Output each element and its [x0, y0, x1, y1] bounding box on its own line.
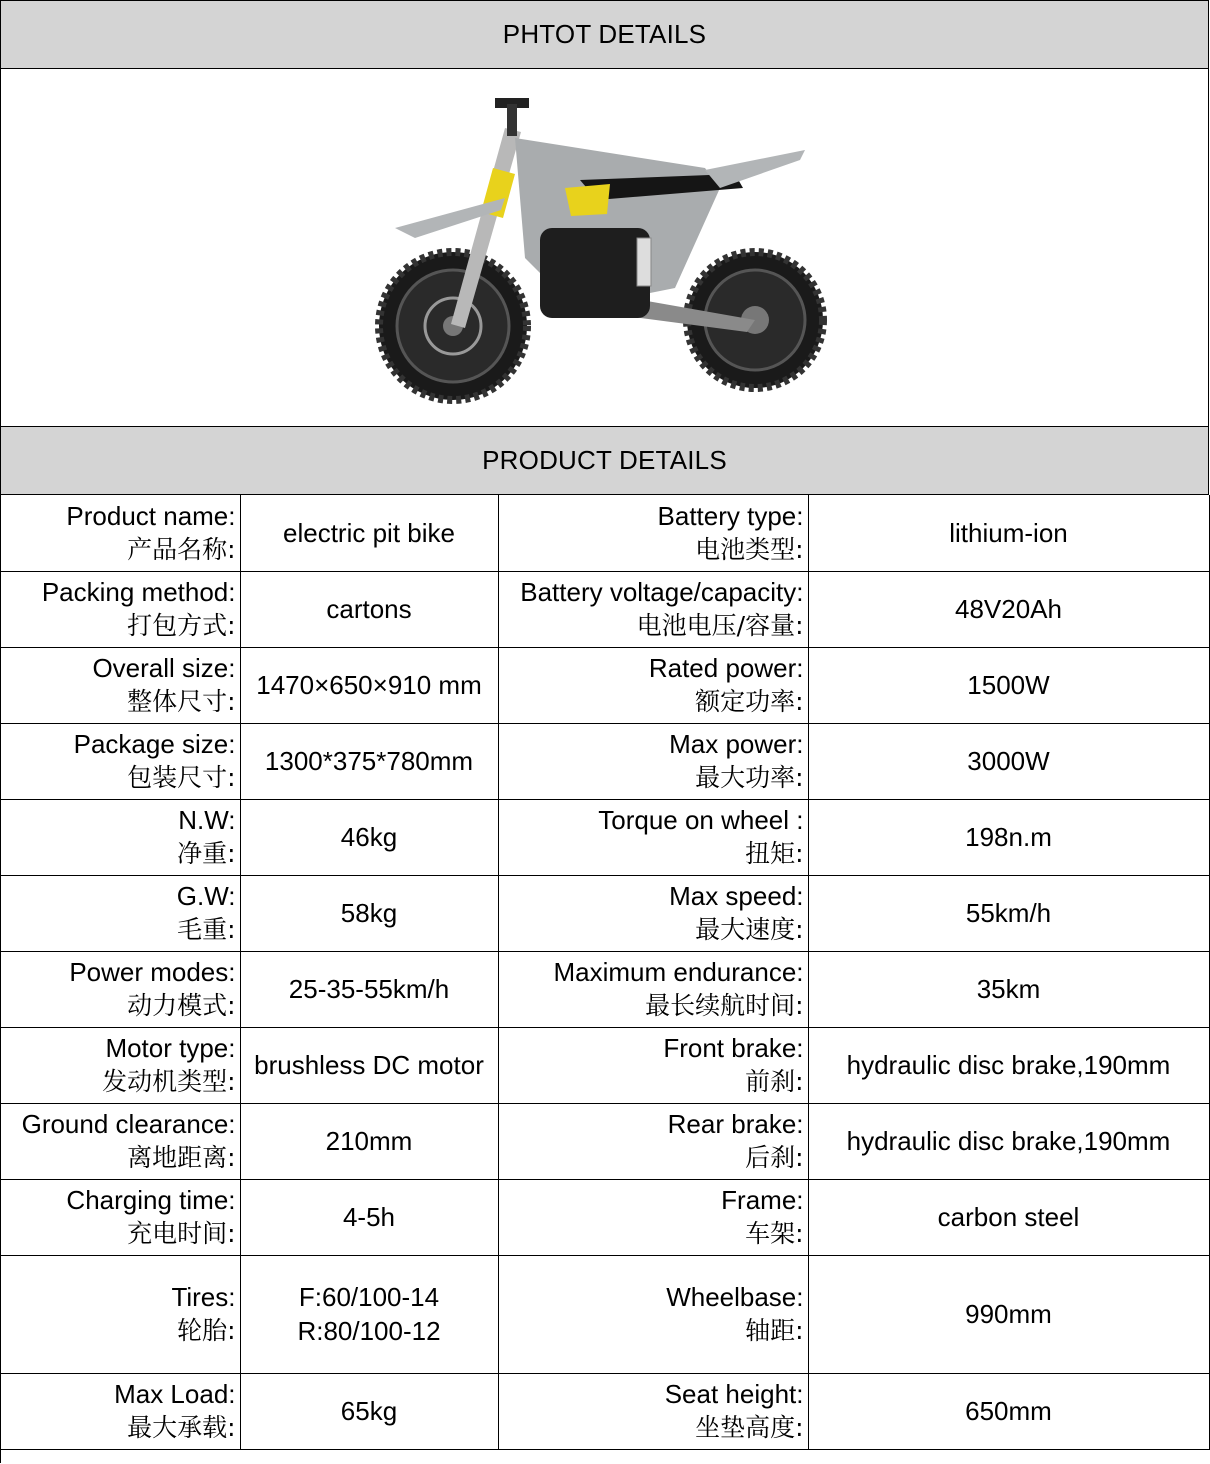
spec-label — [498, 571, 808, 647]
spec-row — [1, 1179, 1209, 1255]
spec-value — [808, 1179, 1209, 1255]
spec-table — [1, 495, 1210, 1450]
spec-value-text: 4-5h — [342, 1202, 396, 1232]
spec-label-en: Maximum endurance: — [553, 957, 804, 987]
spec-label-zh: 轴距: — [745, 1316, 804, 1345]
spec-label — [498, 1255, 808, 1373]
spec-value — [240, 1179, 498, 1255]
spec-value-text: hydraulic disc brake,190mm — [846, 1126, 1171, 1156]
spec-label-en: N.W: — [178, 805, 236, 835]
spec-value — [240, 875, 498, 951]
spec-value-text: 198n.m — [965, 822, 1052, 852]
spec-value — [808, 799, 1209, 875]
spec-row — [1, 875, 1209, 951]
spec-label — [1, 1027, 240, 1103]
spec-value — [808, 571, 1209, 647]
spec-label — [1, 799, 240, 875]
spec-value — [808, 875, 1209, 951]
spec-label — [498, 723, 808, 799]
spec-value-text: brushless DC motor — [254, 1050, 484, 1080]
spec-label — [1, 495, 240, 571]
spec-label-en: Max speed: — [669, 881, 804, 911]
spec-label — [498, 951, 808, 1027]
spec-value — [240, 1255, 498, 1373]
spec-value — [240, 571, 498, 647]
spec-label-zh: 整体尺寸: — [127, 687, 236, 716]
spec-value — [240, 799, 498, 875]
spec-label-en: G.W: — [176, 881, 236, 911]
spec-label-en: Charging time: — [66, 1185, 236, 1215]
spec-value-text: 48V20Ah — [955, 594, 1062, 624]
spec-value-text: 65kg — [340, 1396, 398, 1426]
spec-label-en: Power modes: — [69, 957, 236, 987]
spec-label-en: Packing method: — [41, 577, 236, 607]
spec-row — [1, 1027, 1209, 1103]
spec-label-en: Seat height: — [664, 1379, 804, 1409]
spec-value — [240, 723, 498, 799]
spec-label-en: Max power: — [669, 729, 804, 759]
spec-value — [808, 1373, 1209, 1449]
spec-value — [240, 1373, 498, 1449]
spec-value — [240, 951, 498, 1027]
spec-label-en: Torque on wheel : — [598, 805, 804, 835]
front-wheel — [379, 252, 527, 400]
spec-label — [1, 571, 240, 647]
photo-details-header: PHTOT DETAILS — [1, 1, 1209, 69]
spec-value-text: R:80/100-12 — [297, 1316, 441, 1346]
spec-label-zh: 产品名称: — [127, 534, 236, 564]
spec-label-zh: 最大速度: — [695, 915, 804, 944]
spec-label — [498, 1179, 808, 1255]
product-details-header: PRODUCT DETAILS — [1, 427, 1209, 495]
spec-label — [1, 1103, 240, 1179]
spec-label-en: Overall size: — [92, 653, 236, 683]
spec-label — [1, 647, 240, 723]
spec-value-text: 990mm — [965, 1299, 1052, 1329]
spec-label-en: Package size: — [73, 729, 236, 759]
electric-pit-bike-illustration — [375, 88, 835, 408]
spec-label — [1, 1373, 240, 1449]
spec-value — [240, 647, 498, 723]
spec-label — [498, 1027, 808, 1103]
spec-label — [1, 1255, 240, 1373]
spec-value — [808, 1255, 1209, 1373]
spec-label — [498, 1373, 808, 1449]
spec-label-zh: 发动机类型: — [102, 1067, 236, 1096]
spec-row — [1, 1255, 1209, 1373]
spec-value — [808, 647, 1209, 723]
spec-value — [808, 1027, 1209, 1103]
spec-label-zh: 电池电压/容量: — [636, 611, 804, 640]
spec-label-en: Product name: — [66, 500, 236, 531]
spec-value-text: hydraulic disc brake,190mm — [846, 1050, 1171, 1080]
spec-label-en: Frame: — [721, 1185, 804, 1215]
spec-value-text: 210mm — [325, 1126, 413, 1156]
spec-value-text: cartons — [326, 594, 412, 624]
spec-value-text: 25-35-55km/h — [288, 974, 450, 1004]
spec-label-en: Rated power: — [648, 653, 804, 683]
spec-value-text: 1470×650×910 mm — [256, 670, 482, 700]
spec-label-zh: 离地距离: — [127, 1143, 236, 1172]
spec-value — [240, 1027, 498, 1103]
spec-label-zh: 毛重: — [177, 915, 236, 944]
spec-value-text: lithium-ion — [949, 517, 1068, 548]
spec-label — [498, 495, 808, 571]
spec-label-zh: 最大承载: — [127, 1413, 236, 1442]
spec-label-zh: 最大功率: — [695, 763, 804, 792]
spec-value-text: 35km — [976, 974, 1041, 1004]
spec-label-en: Tires: — [171, 1282, 236, 1312]
spec-row — [1, 647, 1209, 723]
spec-label-en: Front brake: — [663, 1033, 804, 1063]
spec-value — [240, 495, 498, 571]
spec-label-zh: 坐垫高度: — [695, 1413, 804, 1442]
spec-value-text: 58kg — [340, 898, 398, 928]
spec-row — [1, 571, 1209, 647]
spec-value-text: 1500W — [967, 670, 1050, 700]
spec-label-zh: 最长续航时间: — [645, 991, 804, 1020]
spec-value-text: 46kg — [340, 822, 398, 852]
spec-label-zh: 电池类型: — [695, 534, 804, 564]
spec-label-en: Wheelbase: — [666, 1282, 804, 1312]
spec-value-text: 55km/h — [965, 898, 1052, 928]
spec-value-text: F:60/100-14 — [298, 1282, 440, 1312]
spec-row — [1, 1103, 1209, 1179]
spec-label-en: Battery type: — [657, 500, 804, 531]
spec-label — [1, 723, 240, 799]
spec-label-zh: 轮胎: — [177, 1316, 236, 1345]
spec-label-zh: 净重: — [177, 839, 236, 868]
spec-label-en: Max Load: — [114, 1379, 236, 1409]
spec-label-en: Rear brake: — [667, 1109, 804, 1139]
spec-row — [1, 723, 1209, 799]
spec-label — [498, 1103, 808, 1179]
spec-row — [1, 799, 1209, 875]
spec-value-text: 650mm — [965, 1396, 1052, 1426]
spec-row — [1, 495, 1209, 571]
spec-row — [1, 951, 1209, 1027]
spec-row — [1, 1373, 1209, 1449]
spec-label — [1, 875, 240, 951]
spec-label — [498, 647, 808, 723]
spec-label-zh: 包装尺寸: — [127, 763, 236, 792]
spec-label-zh: 后刹: — [745, 1143, 804, 1172]
spec-value — [808, 1103, 1209, 1179]
spec-label-zh: 车架: — [745, 1219, 804, 1248]
spec-label-en: Ground clearance: — [21, 1109, 236, 1139]
spec-label-zh: 前刹: — [745, 1067, 804, 1096]
spec-value-text: electric pit bike — [283, 517, 455, 548]
spec-label-zh: 扭矩: — [745, 839, 804, 868]
spec-label — [1, 951, 240, 1027]
spec-label-zh: 动力模式: — [127, 991, 236, 1020]
spec-value — [240, 1103, 498, 1179]
spec-label-zh: 打包方式: — [127, 611, 236, 640]
spec-label — [1, 1179, 240, 1255]
spec-value — [808, 495, 1209, 571]
spec-label — [498, 799, 808, 875]
product-photo — [1, 69, 1209, 427]
spec-label-zh: 充电时间: — [127, 1219, 236, 1248]
spec-label — [498, 875, 808, 951]
spec-value-text: carbon steel — [937, 1202, 1080, 1232]
spec-value-text: 1300*375*780mm — [264, 746, 474, 776]
spec-label-zh: 额定功率: — [695, 687, 804, 716]
spec-value — [808, 723, 1209, 799]
spec-value-text: 3000W — [967, 746, 1050, 776]
spec-label-en: Battery voltage/capacity: — [520, 577, 804, 607]
spec-value — [808, 951, 1209, 1027]
spec-label-en: Motor type: — [105, 1033, 236, 1063]
